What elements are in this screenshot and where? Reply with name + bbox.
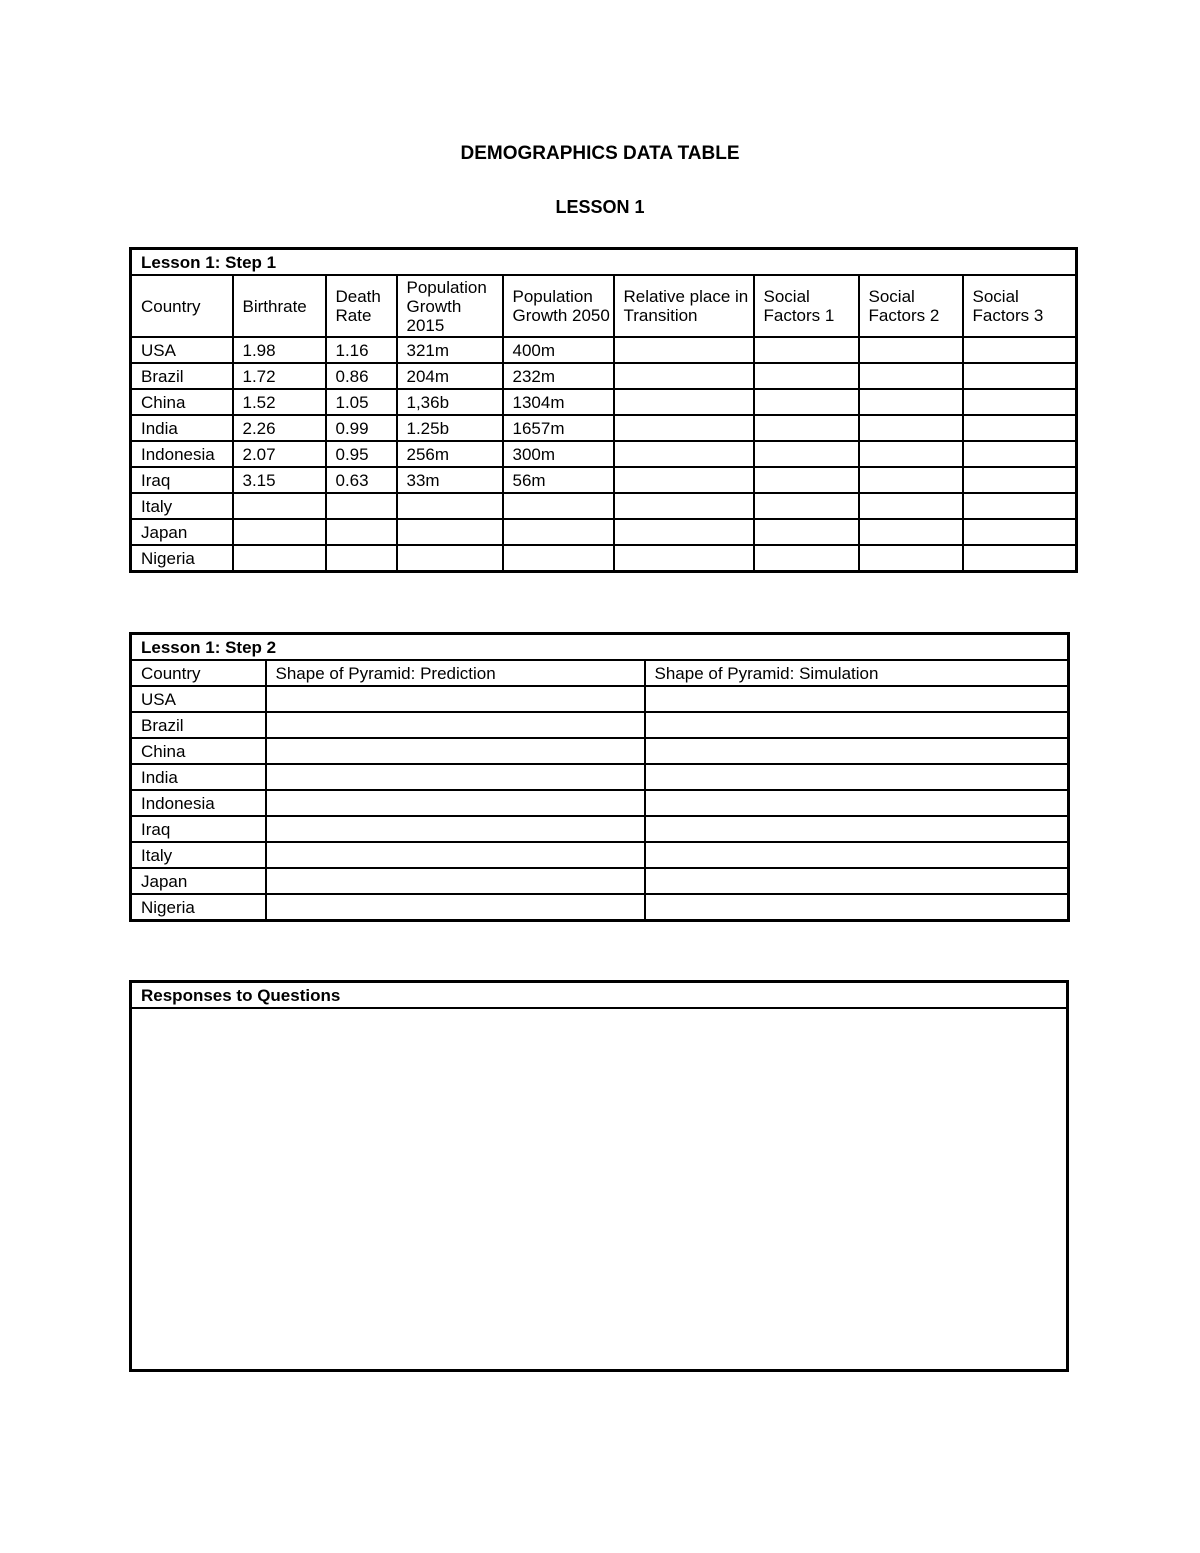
country-cell: Nigeria [131, 545, 233, 572]
step1-header-row [131, 275, 1077, 337]
data-cell[interactable] [503, 545, 614, 572]
step2-header-cell: Shape of Pyramid: Simulation [645, 660, 1069, 686]
table-row [131, 519, 1077, 545]
data-cell[interactable] [266, 712, 645, 738]
data-cell[interactable] [754, 415, 859, 441]
data-cell[interactable] [963, 493, 1077, 519]
data-cell[interactable] [503, 519, 614, 545]
data-cell[interactable] [266, 842, 645, 868]
step1-header-cell: Death Rate [326, 275, 397, 337]
data-cell[interactable] [266, 816, 645, 842]
step1-header-cell: Social Factors 1 [754, 275, 859, 337]
table-row [131, 337, 1077, 363]
table-row [131, 415, 1077, 441]
country-cell: Japan [131, 868, 266, 894]
data-cell[interactable]: 1.05 [326, 389, 397, 415]
data-cell[interactable] [754, 389, 859, 415]
data-cell[interactable]: 1,36b [397, 389, 503, 415]
data-cell[interactable] [963, 337, 1077, 363]
data-cell[interactable]: 1.72 [233, 363, 326, 389]
data-cell[interactable] [266, 738, 645, 764]
table-row [131, 467, 1077, 493]
data-cell[interactable] [266, 790, 645, 816]
data-cell[interactable] [614, 415, 754, 441]
data-cell[interactable] [326, 493, 397, 519]
step1-heading: Lesson 1: Step 1 [131, 249, 1077, 276]
data-cell[interactable] [614, 337, 754, 363]
table-row [131, 493, 1077, 519]
data-cell[interactable] [963, 363, 1077, 389]
data-cell[interactable]: 3.15 [233, 467, 326, 493]
country-cell: Japan [131, 519, 233, 545]
step1-table [129, 247, 1078, 573]
country-cell: Brazil [131, 363, 233, 389]
step2-header-cell: Country [131, 660, 266, 686]
country-cell: Brazil [131, 712, 266, 738]
data-cell[interactable] [614, 467, 754, 493]
table-row [131, 790, 1069, 816]
data-cell[interactable] [266, 868, 645, 894]
country-cell: Indonesia [131, 790, 266, 816]
data-cell[interactable] [645, 842, 1069, 868]
responses-area[interactable] [131, 1008, 1068, 1371]
table-row [131, 686, 1069, 712]
data-cell[interactable] [614, 441, 754, 467]
data-cell[interactable]: 0.95 [326, 441, 397, 467]
data-cell[interactable] [754, 337, 859, 363]
data-cell[interactable]: 0.99 [326, 415, 397, 441]
data-cell[interactable] [233, 545, 326, 572]
table-row [131, 764, 1069, 790]
data-cell[interactable] [645, 764, 1069, 790]
data-cell[interactable] [233, 519, 326, 545]
step2-header-row [131, 660, 1069, 686]
data-cell[interactable] [754, 519, 859, 545]
table-row [131, 738, 1069, 764]
table-row [131, 712, 1069, 738]
responses-table [129, 980, 1069, 1372]
data-cell[interactable] [397, 545, 503, 572]
data-cell[interactable] [859, 441, 963, 467]
step2-heading: Lesson 1: Step 2 [131, 634, 1069, 661]
data-cell[interactable]: 232m [503, 363, 614, 389]
data-cell[interactable] [859, 545, 963, 572]
step1-header-cell: Population Growth 2050 [503, 275, 614, 337]
data-cell[interactable] [859, 415, 963, 441]
step1-header-cell: Country [131, 275, 233, 337]
step2-table [129, 632, 1070, 922]
data-cell[interactable]: 256m [397, 441, 503, 467]
data-cell[interactable] [614, 519, 754, 545]
page-subtitle: LESSON 1 [555, 197, 645, 217]
step1-header-cell: Social Factors 2 [859, 275, 963, 337]
data-cell[interactable]: 56m [503, 467, 614, 493]
data-cell[interactable]: 33m [397, 467, 503, 493]
step1-header-cell: Birthrate [233, 275, 326, 337]
data-cell[interactable] [859, 337, 963, 363]
data-cell[interactable] [645, 712, 1069, 738]
country-cell: Nigeria [131, 894, 266, 921]
country-cell: USA [131, 337, 233, 363]
country-cell: Indonesia [131, 441, 233, 467]
data-cell[interactable] [645, 816, 1069, 842]
data-cell[interactable] [266, 686, 645, 712]
data-cell[interactable] [326, 519, 397, 545]
data-cell[interactable] [326, 545, 397, 572]
country-cell: India [131, 415, 233, 441]
country-cell: China [131, 738, 266, 764]
table-row [131, 842, 1069, 868]
data-cell[interactable] [754, 467, 859, 493]
step1-header-cell: Relative place in Transition [614, 275, 754, 337]
data-cell[interactable] [963, 545, 1077, 572]
table-row [131, 868, 1069, 894]
data-cell[interactable] [397, 493, 503, 519]
data-cell[interactable] [754, 441, 859, 467]
data-cell[interactable]: 300m [503, 441, 614, 467]
data-cell[interactable] [963, 519, 1077, 545]
step1-header-cell: Population Growth 2015 [397, 275, 503, 337]
data-cell[interactable] [614, 545, 754, 572]
data-cell[interactable]: 2.26 [233, 415, 326, 441]
data-cell[interactable] [645, 790, 1069, 816]
responses-heading: Responses to Questions [131, 982, 1068, 1009]
data-cell[interactable] [645, 894, 1069, 921]
data-cell[interactable] [645, 738, 1069, 764]
data-cell[interactable] [266, 764, 645, 790]
data-cell[interactable] [233, 493, 326, 519]
country-cell: Italy [131, 842, 266, 868]
data-cell[interactable] [754, 545, 859, 572]
table-row [131, 894, 1069, 921]
step2-header-cell: Shape of Pyramid: Prediction [266, 660, 645, 686]
table-row [131, 441, 1077, 467]
data-cell[interactable]: 1.52 [233, 389, 326, 415]
country-cell: India [131, 764, 266, 790]
data-cell[interactable] [754, 363, 859, 389]
data-cell[interactable]: 1.98 [233, 337, 326, 363]
data-cell[interactable]: 321m [397, 337, 503, 363]
data-cell[interactable]: 204m [397, 363, 503, 389]
data-cell[interactable]: 1657m [503, 415, 614, 441]
data-cell[interactable] [859, 467, 963, 493]
country-cell: USA [131, 686, 266, 712]
data-cell[interactable] [614, 389, 754, 415]
data-cell[interactable]: 1304m [503, 389, 614, 415]
data-cell[interactable] [614, 363, 754, 389]
data-cell[interactable]: 2.07 [233, 441, 326, 467]
data-cell[interactable] [963, 467, 1077, 493]
table-row [131, 816, 1069, 842]
data-cell[interactable] [963, 389, 1077, 415]
step1-header-cell: Social Factors 3 [963, 275, 1077, 337]
data-cell[interactable] [397, 519, 503, 545]
country-cell: Iraq [131, 467, 233, 493]
data-cell[interactable]: 0.86 [326, 363, 397, 389]
data-cell[interactable] [963, 415, 1077, 441]
data-cell[interactable]: 400m [503, 337, 614, 363]
data-cell[interactable] [859, 519, 963, 545]
country-cell: China [131, 389, 233, 415]
data-cell[interactable] [503, 493, 614, 519]
data-cell[interactable]: 1.16 [326, 337, 397, 363]
data-cell[interactable] [859, 363, 963, 389]
data-cell[interactable] [614, 493, 754, 519]
data-cell[interactable] [266, 894, 645, 921]
table-row [131, 389, 1077, 415]
table-row [131, 363, 1077, 389]
data-cell[interactable]: 0.63 [326, 467, 397, 493]
country-cell: Iraq [131, 816, 266, 842]
data-cell[interactable]: 1.25b [397, 415, 503, 441]
data-cell[interactable] [754, 493, 859, 519]
table-row [131, 545, 1077, 572]
data-cell[interactable] [645, 868, 1069, 894]
data-cell[interactable] [859, 493, 963, 519]
page-title: DEMOGRAPHICS DATA TABLE [460, 143, 740, 164]
data-cell[interactable] [645, 686, 1069, 712]
data-cell[interactable] [963, 441, 1077, 467]
country-cell: Italy [131, 493, 233, 519]
data-cell[interactable] [859, 389, 963, 415]
